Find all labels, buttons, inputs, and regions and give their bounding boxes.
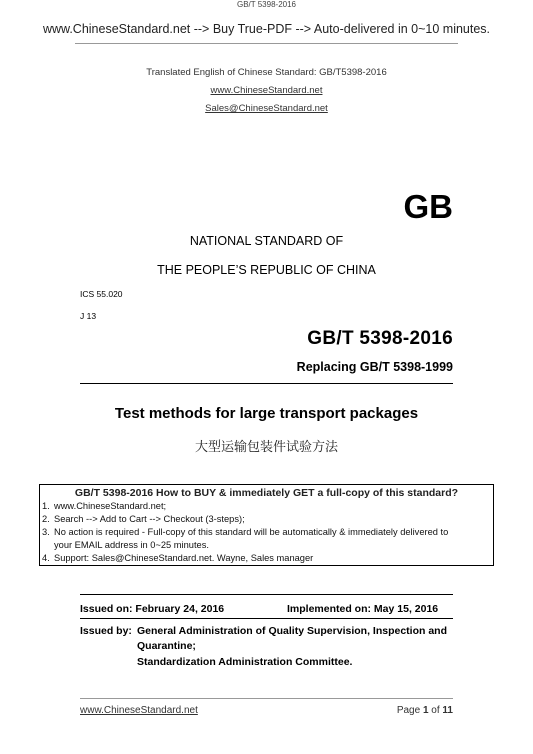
page-total: 11 xyxy=(442,705,453,716)
purchase-box-title: GB/T 5398-2016 How to BUY & immediately GET a full-copy of this standard? xyxy=(74,487,459,499)
title-divider xyxy=(80,383,453,384)
translated-notice: Translated English of Chinese Standard: GB/T5398-2016 xyxy=(146,67,387,78)
page-number xyxy=(397,705,453,716)
footer-site-link[interactable]: www.ChineseStandard.net xyxy=(80,705,198,716)
email-link[interactable]: Sales@ChineseStandard.net xyxy=(205,103,328,114)
issued-by-label: Issued by: xyxy=(80,625,132,637)
step-text-continued: your EMAIL address in 0~25 minutes. xyxy=(54,540,209,550)
step-text[interactable]: www.ChineseStandard.net; xyxy=(54,501,167,511)
step-number: 3. xyxy=(42,527,50,537)
header-divider xyxy=(75,43,458,44)
gb-logo: GB xyxy=(403,188,453,225)
page-prefix: Page xyxy=(396,705,423,716)
issuer-line: General Administration of Quality Supervision, Inspection and xyxy=(137,625,447,637)
step-number: 2. xyxy=(42,514,50,524)
step-text: No action is required - Full-copy of this standard will be automatically & immediately delivered to xyxy=(54,527,449,537)
issuer-line: Standardization Administration Committee. xyxy=(137,656,353,668)
purchase-step xyxy=(42,553,313,563)
issued-on: Issued on: February 24, 2016 xyxy=(80,603,225,615)
ccs-code: J 13 xyxy=(80,311,97,321)
replacing-standard: Replacing GB/T 5398-1999 xyxy=(296,360,453,374)
standard-number: GB/T 5398-2016 xyxy=(307,328,453,349)
national-standard-line1: NATIONAL STANDARD OF xyxy=(189,234,344,248)
national-standard-line2: THE PEOPLE’S REPUBLIC OF CHINA xyxy=(157,263,376,277)
issue-divider xyxy=(80,594,453,595)
implemented-on: Implemented on: May 15, 2016 xyxy=(287,603,439,615)
ics-code: ICS 55.020 xyxy=(80,289,123,299)
purchase-step xyxy=(42,527,448,537)
footer-divider xyxy=(80,698,453,699)
purchase-step xyxy=(42,501,166,511)
purchase-info-box xyxy=(39,484,494,566)
issuer-line: Quarantine; xyxy=(137,640,196,652)
step-number: 1. xyxy=(42,501,50,511)
step-text: Support: Sales@ChineseStandard.net. Wayne, Sales manager xyxy=(54,553,314,563)
purchase-step xyxy=(42,514,245,524)
title-chinese: 大型运输包装件试验方法 xyxy=(194,439,338,454)
title-english: Test methods for large transport packages xyxy=(114,405,419,422)
site-link[interactable]: www.ChineseStandard.net xyxy=(210,85,323,96)
step-text: Search --> Add to Cart --> Checkout (3-steps); xyxy=(54,514,245,524)
page-of: of xyxy=(428,705,443,716)
step-number: 4. xyxy=(42,553,50,563)
overlay-standard-code: GB/T 5398-2016 xyxy=(236,0,296,9)
top-banner: www.ChineseStandard.net --> Buy True-PDF --> Auto-delivered in 0~10 minutes. xyxy=(42,22,491,36)
page-current: 1 xyxy=(422,705,429,716)
issue-divider xyxy=(80,618,453,619)
